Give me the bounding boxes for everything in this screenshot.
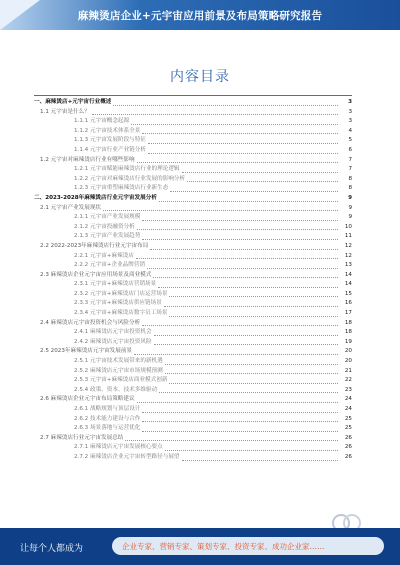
toc-dot-leader [153,276,338,278]
toc-entry[interactable] [34,175,352,185]
toc-dot-leader [142,219,338,221]
toc-entry-page: 12 [344,252,352,259]
toc-dot-leader [137,161,338,163]
toc-entry-label: 二、2023-2028年麻辣烫店行业元宇宙发展分析 [34,194,157,201]
toc-entry[interactable] [34,165,352,175]
toc-dot-leader [169,382,338,384]
toc-entry[interactable] [34,184,352,194]
toc-entry-label: 2.3.4 元宇宙+麻辣烫店数字员工场景 [74,310,168,317]
toc-dot-leader [137,228,338,230]
toc-entry-page: 21 [344,367,352,374]
toc-dot-leader [165,372,338,374]
toc-entry-label: 2.5.4 政策、资本、技术多维驱动 [74,386,158,393]
toc-entry[interactable] [34,367,352,377]
toc-entry-page: 3 [348,99,352,105]
toc-entry-page: 5 [348,137,352,144]
toc-entry-label: 2.3.3 元宇宙+麻辣烫店供应链场景 [74,300,162,307]
toc-dot-leader [159,391,338,393]
toc-entry-label: 2.4 麻辣烫店元宇宙投资机会与风险分析 [40,319,141,326]
toc-entry-page: 19 [344,338,352,345]
toc-dot-leader [142,420,338,422]
toc-entry[interactable] [34,319,352,329]
toc-entry[interactable] [34,146,352,156]
toc-entry[interactable] [34,338,352,348]
toc-entry[interactable] [34,117,352,127]
toc-entry[interactable] [34,357,352,367]
toc-entry-page: 3 [348,118,352,125]
toc-entry-page: 24 [344,406,352,412]
toc-entry-page: 18 [344,329,352,336]
footer-banner-text: 企业专家、营销专家、策划专家、投资专家、成功企业家…… [122,542,325,551]
toc-dot-leader [103,209,338,211]
toc-entry-page: 13 [344,262,352,269]
toc-entry-label: 2.6.3 场景落地与运营优化 [74,425,141,432]
toc-dot-leader [142,430,338,432]
toc-dot-leader [136,257,338,259]
toc-entry[interactable] [34,299,352,309]
toc-dot-leader [147,267,338,269]
toc-entry[interactable] [34,213,352,223]
toc-dot-leader [113,104,338,106]
toc-entry[interactable] [34,405,352,415]
toc-entry[interactable] [34,280,352,290]
toc-dot-leader [164,305,338,307]
toc-entry-label: 2.4.2 麻辣烫店元宇宙投资风险 [74,338,152,345]
toc-entry[interactable] [34,242,352,252]
toc-entry-page: 17 [344,310,352,317]
toc-dot-leader [154,334,338,336]
toc-dot-leader [131,123,338,125]
toc-entry-page: 23 [344,386,352,393]
toc-entry-page: 9 [348,204,352,211]
toc-entry[interactable] [34,328,352,338]
toc-dot-leader [92,113,338,115]
toc-entry-page: 11 [344,233,352,240]
toc-dot-leader [182,459,338,461]
toc-dot-leader [182,171,338,173]
toc-entry-label: 2.3.2 元宇宙+麻辣烫店门店运营场景 [74,290,168,297]
toc-entry-page: 12 [344,242,352,249]
toc-dot-leader [165,363,338,365]
toc-entry[interactable] [34,127,352,137]
toc-dot-leader [134,353,338,355]
toc-dot-leader [165,449,338,451]
toc-dot-leader [158,286,338,288]
toc-entry-label: 2.7.2 麻辣烫店企业元宇宙转型路径与展望 [74,453,180,460]
toc-dot-leader [142,411,338,413]
toc-entry-page: 3 [348,108,352,115]
toc-dot-leader [169,315,338,317]
toc-entry-label: 2.1 元宇宙产业发展现状 [40,204,102,211]
toc-entry-page: 24 [344,396,352,403]
toc-entry-label: 1.2 元宇宙对麻辣烫店行业有哪些影响 [40,156,135,163]
toc-entry[interactable] [34,309,352,319]
toc-dot-leader [154,343,338,345]
toc-entry-page: 6 [348,146,352,153]
toc-entry-page: 26 [344,434,352,441]
toc-entry-label: 1.2.3 元宇宙重塑麻辣烫店行业新生态 [74,185,169,192]
toc-dot-leader [142,324,338,326]
toc-entry-label: 2.7.1 麻辣烫店元宇宙发展核心要点 [74,444,163,451]
toc-entry-label: 2.5.1 元宇宙技术发展带来的新机遇 [74,358,163,365]
toc-entry-page: 25 [344,425,352,432]
toc-entry[interactable] [34,156,352,166]
toc-entry-page: 26 [344,444,352,451]
toc-entry-label: 一、麻辣烫店+元宇宙行业概述 [34,99,112,105]
toc-entry-label: 1.2.1 元宇宙赋能麻辣烫店行业的理论逻辑 [74,166,180,173]
toc-entry-page: 14 [344,281,352,288]
toc-dot-leader [142,132,338,134]
toc-entry-label: 1.1.2 元宇宙技术体系全景 [74,127,141,134]
toc-entry-page: 10 [344,223,352,230]
toc-dot-leader [169,295,338,297]
toc-entry-label: 2.5.3 元宇宙+麻辣烫店商业模式创新 [74,377,168,384]
toc-entry[interactable] [34,395,352,405]
toc-entry-label: 2.5 2023年麻辣烫店元宇宙发展前景 [40,348,133,355]
report-title: 麻辣烫店企业+元宇宙应用前景及布局策略研究报告 [77,10,323,22]
toc-entry[interactable] [34,347,352,357]
toc-entry-label: 2.1.2 元宇宙投融资分析 [74,223,135,230]
footer-slogan: 让每个人都成为 [20,544,84,554]
toc-entry-label: 2.2.1 元宇宙+麻辣烫店 [74,252,134,259]
toc-dot-leader [142,238,338,240]
toc-dot-leader [148,152,338,154]
toc-entry-page: 25 [344,415,352,422]
toc-entry[interactable] [34,443,352,453]
table-of-contents [34,95,352,463]
toc-dot-leader [125,439,338,441]
toc-dot-leader [137,401,338,403]
toc-entry[interactable] [34,261,352,271]
toc-entry-label: 2.1.1 元宇宙产业发展规模 [74,214,141,221]
toc-entry-page: 22 [344,377,352,384]
toc-entry-page: 7 [348,166,352,173]
toc-entry[interactable] [34,136,352,146]
toc-entry[interactable] [34,386,352,396]
toc-entry[interactable] [34,223,352,233]
toc-dot-leader [148,142,338,144]
toc-entry[interactable] [34,271,352,281]
toc-entry[interactable] [34,376,352,386]
toc-entry-label: 1.1 元宇宙是什么？ [40,108,90,115]
toc-entry-page: 18 [344,319,352,326]
toc-entry[interactable] [34,98,352,108]
toc-dot-leader [150,248,338,250]
toc-entry-label: 2.6 麻辣烫店企业元宇宙布局策略建议 [40,396,135,403]
toc-entry-page: 20 [344,348,352,355]
toc-entry-page: 9 [348,194,352,201]
toc-entry-label: 2.4.1 麻辣烫店元宇宙投资机会 [74,329,152,336]
toc-entry[interactable] [34,290,352,300]
toc-entry-label: 2.3.1 元宇宙+麻辣烫店营销场景 [74,281,157,288]
toc-entry-page: 14 [344,271,352,278]
toc-entry[interactable] [34,232,352,242]
toc-entry[interactable] [34,415,352,425]
toc-entry-label: 2.5.2 麻辣烫店元宇宙市场规模预测 [74,367,163,374]
toc-entry-page: 8 [348,175,352,182]
toc-entry-page: 15 [344,290,352,297]
toc-entry-label: 1.2.2 元宇宙对麻辣烫店行业发展的影响分析 [74,175,186,182]
footer-banner [112,537,384,555]
toc-dot-leader [159,200,338,202]
toc-entry-label: 1.1.4 元宇宙行业产业链分析 [74,146,146,153]
toc-entry-label: 2.6.2 技术能力建设与合作 [74,415,141,422]
page-footer [0,528,400,565]
toc-entry[interactable] [34,252,352,262]
toc-entry-label: 1.1.1 元宇宙概念起源 [74,118,130,125]
toc-entry-page: 4 [348,127,352,134]
toc-entry-page: 9 [348,214,352,221]
report-header [0,0,400,30]
toc-entry[interactable] [34,424,352,434]
toc-dot-leader [170,190,338,192]
toc-entry-page: 8 [348,185,352,192]
toc-entry-label: 2.6.1 战略规划与顶层设计 [74,406,141,412]
toc-entry[interactable] [34,434,352,444]
toc-entry-label: 2.7 麻辣烫店行业元宇宙发展总结 [40,434,124,441]
toc-entry[interactable] [34,108,352,118]
toc-entry-page: 7 [348,156,352,163]
toc-entry-page: 26 [344,453,352,460]
toc-entry-label: 2.3 麻辣烫店企业元宇宙应用场景及商业模式 [40,271,152,278]
toc-entry-page: 20 [344,358,352,365]
toc-dot-leader [187,180,338,182]
toc-heading: 内容目录 [170,69,230,85]
toc-entry-label: 2.2 2022-2023年麻辣烫店行业元宇宙布局 [40,242,149,249]
toc-entry-label: 1.1.3 元宇宙发展阶段与特征 [74,137,146,144]
toc-entry[interactable] [34,453,352,463]
toc-entry[interactable] [34,204,352,214]
toc-entry[interactable] [34,194,352,204]
toc-entry-page: 16 [344,300,352,307]
toc-entry-label: 2.2.2 元宇宙+企业品牌营销 [74,262,146,269]
toc-entry-label: 2.1.3 元宇宙产业发展趋势 [74,233,141,240]
